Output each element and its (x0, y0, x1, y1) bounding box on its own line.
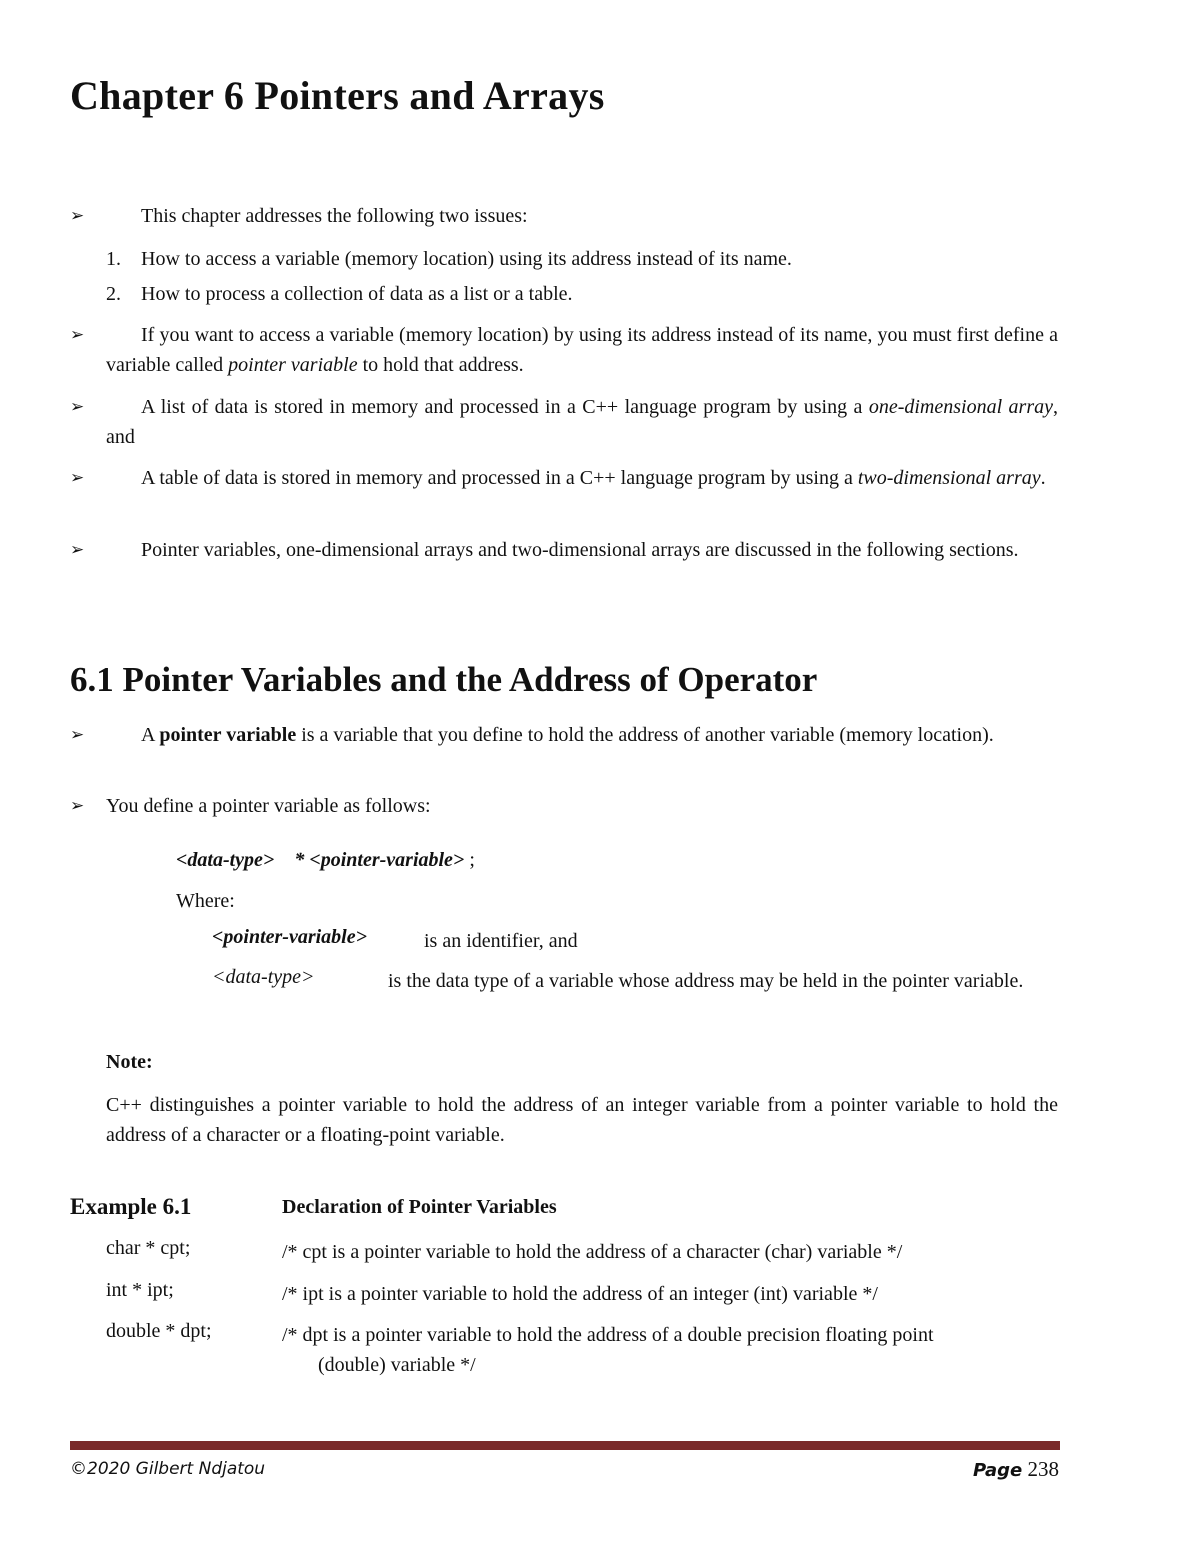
arrow-bullet-icon: ➢ (70, 468, 85, 488)
chapter-title: Chapter 6 Pointers and Arrays (70, 73, 605, 118)
footer-page (973, 1457, 1059, 1482)
where-label: Where: (176, 890, 235, 912)
code-comment-block (282, 1320, 1058, 1380)
note-body: C++ distinguishes a pointer variable to hold the address of an integer variable from a pointer variable to hold the address of a character or a floating-point variable. (106, 1094, 1058, 1146)
syntax-star: * (294, 849, 305, 871)
pointer-bullet-pre: If you want to access a variable (memory location) by using its address instead of its name, you must first define a variable called (106, 324, 1058, 376)
example-label: Example 6.1 (70, 1194, 192, 1219)
code-comment: /* ipt is a pointer variable to hold the address of an integer (int) variable */ (282, 1283, 878, 1305)
definition-strong: pointer variable (159, 724, 297, 746)
list-bullet (70, 392, 1058, 452)
page-label: Page (972, 1460, 1023, 1481)
define-bullet (70, 791, 1058, 821)
syntax-var: <pointer-variable> (309, 849, 465, 871)
section-title: 6.1 Pointer Variables and the Address of Operator (70, 660, 818, 699)
table-bullet-post: . (1040, 467, 1046, 489)
issue-number: 2. (106, 283, 121, 305)
arrow-bullet-icon: ➢ (70, 325, 85, 345)
code-declaration: int * ipt; (106, 1279, 174, 1301)
def-term: <data-type> (212, 966, 315, 988)
arrow-bullet-icon: ➢ (70, 725, 85, 745)
code-comment: /* dpt is a pointer variable to hold the address of a double precision floating point (282, 1324, 934, 1346)
issue-item (106, 279, 1058, 309)
definition-bullet (70, 720, 1058, 750)
note-label: Note: (106, 1051, 153, 1073)
definition-pre: A (141, 724, 160, 746)
code-declaration: double * dpt; (106, 1320, 212, 1342)
code-declaration: char * cpt; (106, 1237, 191, 1259)
pointer-bullet-post: to hold that address. (357, 354, 524, 376)
issue-number: 1. (106, 248, 121, 270)
syntax-line (176, 845, 475, 875)
list-bullet-em: one-dimensional array (868, 396, 1053, 418)
definition-post: is a variable that you define to hold the address of another variable (memory location). (296, 724, 994, 746)
list-bullet-post: , and (106, 396, 1058, 448)
define-text: You define a pointer variable as follows: (106, 795, 431, 817)
issue-text: How to access a variable (memory location) using its address instead of its name. (141, 248, 792, 270)
def-desc: is an identifier, and (424, 930, 578, 952)
sections-bullet-text: Pointer variables, one-dimensional arrays and two-dimensional arrays are discussed in the following sections. (141, 539, 1019, 561)
code-comment-continuation: (double) variable */ (318, 1354, 476, 1376)
example-title: Declaration of Pointer Variables (282, 1196, 557, 1218)
list-bullet-pre: A list of data is stored in memory and processed in a C++ language program by using a (141, 396, 869, 418)
pointer-bullet (70, 320, 1058, 380)
arrow-bullet-icon: ➢ (70, 796, 85, 816)
issue-text: How to process a collection of data as a list or a table. (141, 283, 573, 305)
def-term: <pointer-variable> (212, 926, 367, 948)
table-bullet-em: two-dimensional array (857, 467, 1041, 489)
arrow-bullet-icon: ➢ (70, 397, 85, 417)
def-desc: is the data type of a variable whose address may be held in the pointer variable. (388, 970, 1024, 992)
pointer-bullet-em: pointer variable (228, 354, 358, 376)
sections-bullet (70, 535, 1058, 565)
issue-item (106, 244, 1058, 274)
table-bullet (70, 463, 1058, 493)
arrow-bullet-icon: ➢ (70, 206, 85, 226)
arrow-bullet-icon: ➢ (70, 540, 85, 560)
page-number: 238 (1027, 1457, 1059, 1481)
syntax-end: ; (464, 849, 475, 871)
footer-copyright: ©2020 Gilbert Ndjatou (70, 1459, 266, 1479)
footer-rule (70, 1441, 1060, 1450)
syntax-type: <data-type> (176, 849, 275, 871)
code-comment: /* cpt is a pointer variable to hold the address of a character (char) variable */ (282, 1241, 903, 1263)
intro-lead: This chapter addresses the following two issues: (141, 205, 528, 227)
intro-bullet (70, 201, 1058, 231)
table-bullet-pre: A table of data is stored in memory and processed in a C++ language program by using a (141, 467, 858, 489)
